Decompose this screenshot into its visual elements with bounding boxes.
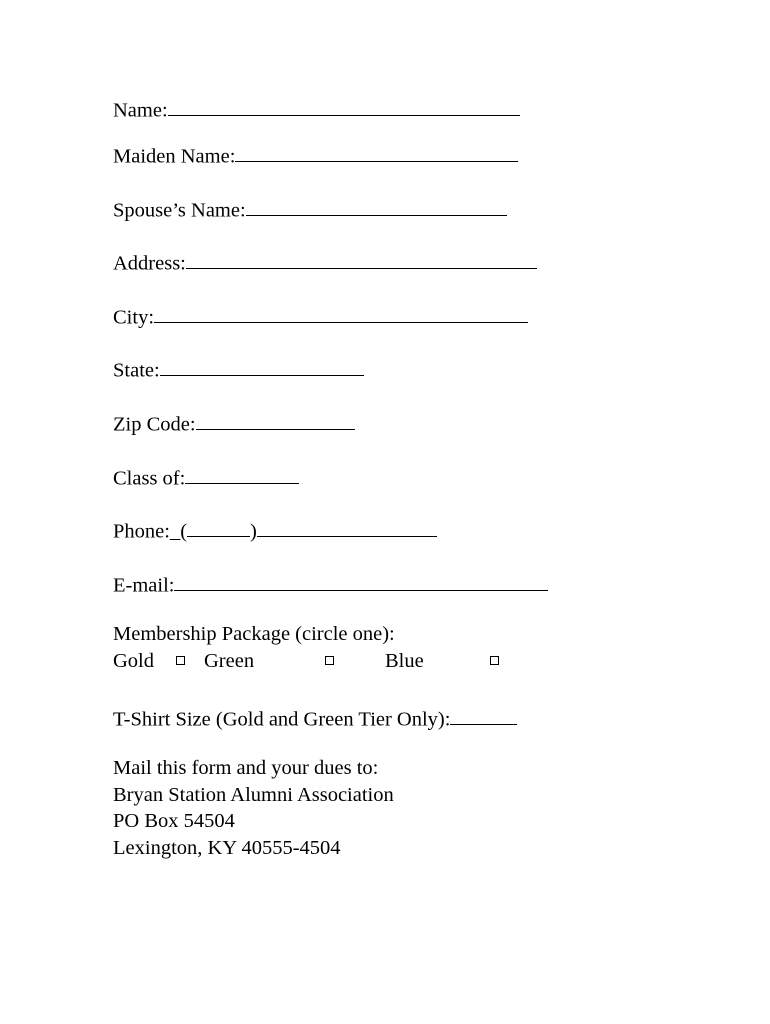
- tshirt-size-blank[interactable]: [450, 705, 517, 725]
- state-row: [113, 356, 364, 381]
- checkbox-icon: [176, 656, 185, 665]
- phone-row: [113, 517, 437, 542]
- maiden-name-blank[interactable]: [235, 142, 518, 162]
- option-gold-label: Gold: [113, 650, 154, 672]
- tshirt-label: T-Shirt Size (Gold and Green Tier Only):: [113, 708, 451, 731]
- email-row: [113, 571, 548, 596]
- email-label: E-mail:: [113, 574, 175, 597]
- address-row: [113, 249, 537, 274]
- option-green-checkbox[interactable]: [325, 651, 334, 672]
- phone-label: Phone:_(: [113, 520, 188, 543]
- class-of-row: [113, 464, 299, 489]
- name-label: Name:: [113, 99, 168, 122]
- spouse-name-blank[interactable]: [246, 196, 507, 216]
- maiden-name-row: [113, 142, 518, 167]
- phone-number-blank[interactable]: [257, 517, 437, 537]
- address-label: Address:: [113, 252, 186, 275]
- spouse-name-label: Spouse’s Name:: [113, 199, 246, 222]
- phone-paren-close: ): [250, 520, 257, 543]
- membership-heading: Membership Package (circle one):: [113, 623, 395, 645]
- state-blank[interactable]: [160, 356, 364, 376]
- zip-blank[interactable]: [196, 410, 355, 430]
- class-of-label: Class of:: [113, 467, 186, 490]
- mailing-city-state-zip: Lexington, KY 40555-4504: [113, 837, 341, 859]
- option-blue-checkbox[interactable]: [490, 651, 499, 672]
- city-label: City:: [113, 306, 155, 329]
- maiden-name-label: Maiden Name:: [113, 145, 236, 168]
- zip-row: [113, 410, 355, 435]
- state-label: State:: [113, 359, 160, 382]
- mailing-intro: Mail this form and your dues to:: [113, 757, 379, 779]
- name-blank[interactable]: [168, 96, 520, 116]
- spouse-name-row: [113, 196, 507, 221]
- option-blue-label: Blue: [385, 650, 424, 672]
- checkbox-icon: [325, 656, 334, 665]
- name-row: [113, 96, 520, 121]
- zip-label: Zip Code:: [113, 413, 196, 436]
- checkbox-icon: [490, 656, 499, 665]
- area-code-blank[interactable]: [187, 517, 250, 537]
- city-blank[interactable]: [154, 303, 528, 323]
- tshirt-row: [113, 705, 517, 730]
- mailing-org: Bryan Station Alumni Association: [113, 784, 394, 806]
- city-row: [113, 303, 528, 328]
- option-gold-checkbox[interactable]: [176, 651, 185, 672]
- email-blank[interactable]: [174, 571, 548, 591]
- option-green-label: Green: [204, 650, 255, 672]
- class-of-blank[interactable]: [185, 464, 299, 484]
- mailing-po-box: PO Box 54504: [113, 810, 235, 832]
- address-blank[interactable]: [186, 249, 537, 269]
